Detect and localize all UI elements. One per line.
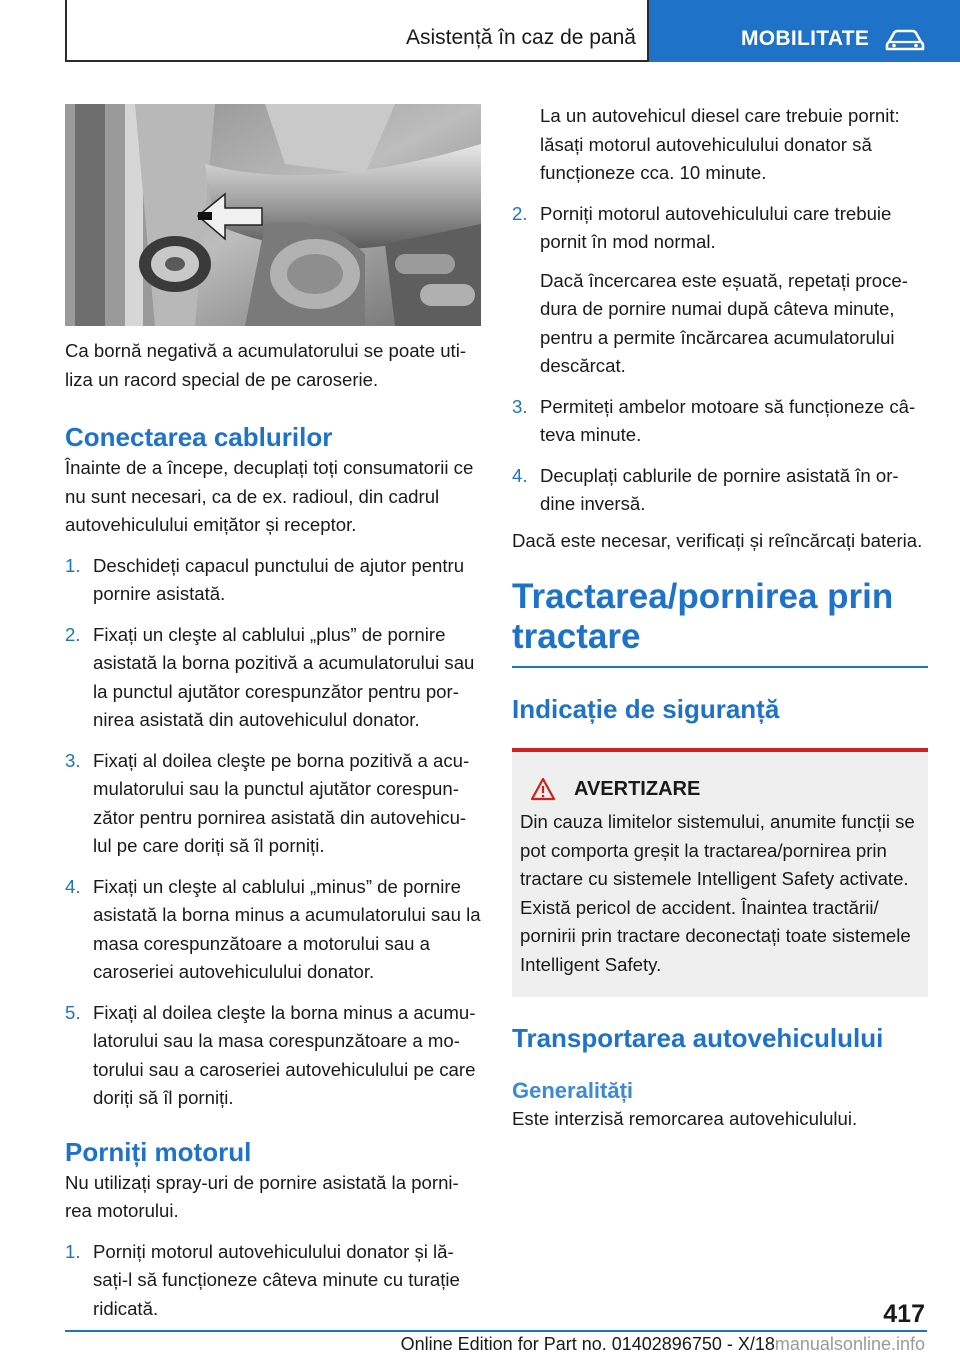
heading-connect-cables: Conectarea cablurilor	[65, 422, 333, 452]
list-item	[65, 999, 481, 1113]
list-item	[65, 621, 481, 735]
step-text: Porniți motorul autovehiculului care trebuie pornit în mod normal.	[540, 202, 892, 252]
step-number: 1.	[65, 554, 81, 576]
footer-domain[interactable]: manualsonline.info	[774, 1334, 925, 1354]
step-text: Fixați al doilea cleşte pe borna pozitivă a acu-mulatorului sau la punctul ajutător corespun-zător pentru pornirea asistată din autovehicu-lul pe care doriți să îl porniți.	[93, 749, 470, 856]
heading-start-engine: Porniți motorul	[65, 1136, 252, 1167]
step-text: Fixați un cleşte al cablului „minus” de pornire asistată la borna minus a acumulatorului sau la masa corespunzătoare a motorului sau a caroseriei autovehiculului donator.	[93, 875, 481, 982]
start-engine-steps-cont	[512, 200, 928, 519]
step-text: Porniți motorul autovehiculului donator și lă-sați-l să funcționeze câteva minute cu turație ridicată.	[93, 1240, 460, 1319]
heading-rule	[512, 666, 928, 668]
list-item	[512, 200, 928, 381]
step-number: 3.	[65, 749, 81, 771]
step-text: Fixați un cleşte al cablului „plus” de pornire asistată la borna pozitivă a acumulatorului sau la punctul ajutător corespunzător pentru por-nirea asistată din autovehiculul donator.	[93, 623, 475, 730]
heading-transport: Transportarea autovehiculului	[512, 1023, 884, 1053]
step-text: Fixați al doilea cleşte la borna minus a acumu-latorului sau la masa corespunzătoare a mo-torului sau a caroseriei autovehiculului pe care doriți să îl porniți.	[93, 1001, 476, 1108]
heading-towing: Tractarea/pornirea prin tractare	[512, 577, 894, 656]
warning-box	[512, 748, 928, 997]
tab-mobilitate[interactable]	[649, 0, 960, 62]
warning-header	[520, 776, 920, 802]
general-text: Este interzisă remorcarea autovehiculului.	[512, 1108, 858, 1129]
car-icon	[885, 28, 925, 52]
step-number: 4.	[512, 464, 528, 486]
step-number: 4.	[65, 875, 81, 897]
list-item	[65, 747, 481, 861]
engine-bay-arrow-photo	[65, 104, 481, 326]
closing-text: Dacă este necesar, verificați și reîncărcați bateria.	[512, 529, 923, 551]
step-number: 1.	[65, 1240, 81, 1262]
start-engine-intro: Nu utilizați spray-uri de pornire asistată la porni-rea motorului.	[65, 1171, 459, 1221]
list-item	[65, 552, 481, 609]
tab-label: MOBILITATE	[741, 27, 870, 50]
step-number: 3.	[512, 395, 528, 417]
right-column	[512, 102, 928, 1134]
step-1-continuation: La un autovehicul diesel care trebuie pornit: lăsați motorul autovehiculului donator să funcționeze cca. 10 minute.	[540, 105, 900, 183]
section-title: Asistență în caz de pană	[406, 26, 636, 49]
start-engine-steps	[65, 1238, 481, 1324]
step-number: 2.	[65, 623, 81, 645]
page-number: 417	[883, 1300, 925, 1328]
engine-bay-photo	[65, 104, 481, 326]
connect-intro: Înainte de a începe, decuplați toți consumatorii ce nu sunt necesari, ca de ex. radioul, din cadrul autovehiculului emițător și receptor.	[65, 457, 474, 535]
list-item	[512, 393, 928, 450]
heading-general: Generalități	[512, 1078, 634, 1103]
warning-label: AVERTIZARE	[574, 777, 701, 800]
warning-triangle-icon	[530, 777, 556, 801]
footer-line	[65, 1334, 925, 1355]
photo-caption: Ca bornă negativă a acumulatorului se poate uti-liza un racord special de pe caroserie.	[65, 340, 467, 390]
footer-rule	[65, 1330, 927, 1332]
step-text: Decuplați cablurile de pornire asistată în or-dine inversă.	[540, 464, 899, 514]
step-text: Permiteți ambelor motoare să funcționeze câ-teva minute.	[540, 395, 916, 445]
step-number: 5.	[65, 1001, 81, 1023]
list-item	[65, 1238, 481, 1324]
step-number: 2.	[512, 202, 528, 224]
left-column	[65, 104, 481, 1323]
step-text: Deschideți capacul punctului de ajutor pentru pornire asistată.	[93, 554, 465, 604]
warning-text: Din cauza limitelor sistemului, anumite funcții se pot comporta greșit la tractarea/pornirea prin tractare cu sistemele Intelligent Safety activate. Există pericol de accident. Înaintea tractării/ pornirii prin tractare deconectați toate sistemele Intelligent Safety.	[520, 811, 915, 975]
list-item	[512, 462, 928, 519]
list-item	[65, 873, 481, 987]
connect-steps	[65, 552, 481, 1113]
footer-edition: Online Edition for Part no. 01402896750 - X/18	[400, 1334, 775, 1354]
step-sub-text: Dacă încercarea este eșuată, repetați proce-dura de pornire numai după câteva minute, pentru a permite încărcarea acumulatorului descărcat.	[540, 269, 908, 376]
heading-safety-note: Indicație de siguranță	[512, 694, 780, 724]
